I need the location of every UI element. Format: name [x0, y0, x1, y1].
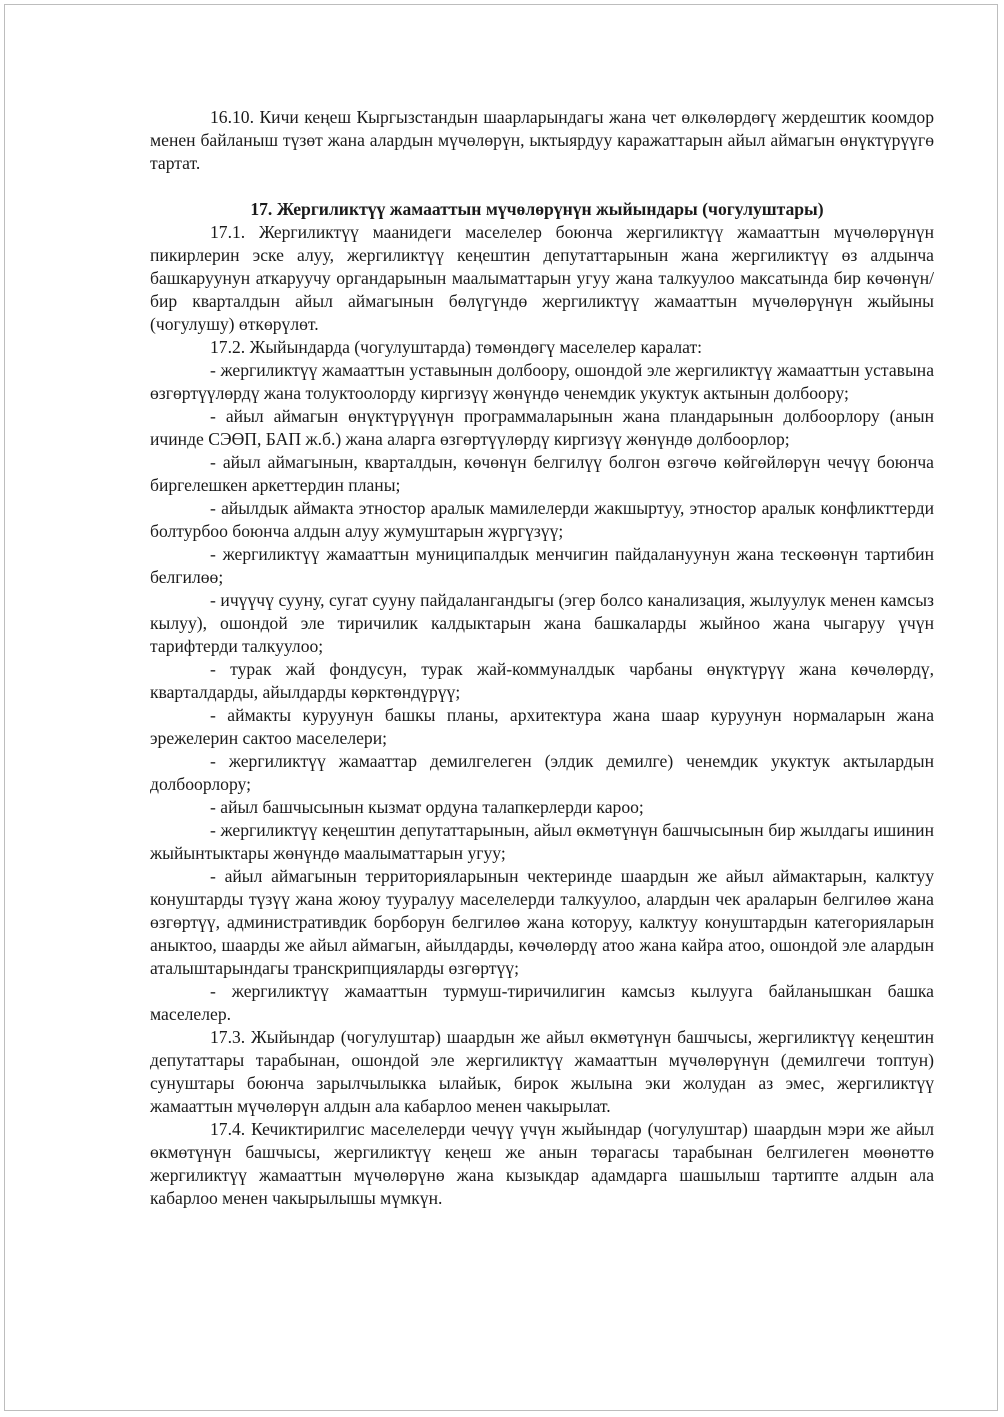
- list-item: - ичүүчү сууну, сугат сууну пайдалангандыгы (эгер болсо канализация, жылуулук менен камсыз кылуу), ошондой эле тиричилик калдыктарын жана башкаларды жыйноо жана чыгаруу үчүн тарифтерди талкуулоо;: [150, 590, 934, 656]
- list-item: - турак жай фондусун, турак жай-коммуналдык чарбаны өнүктүрүү жана көчөлөрдү, кварталдарды, айылдарды көрктөндүрүү;: [150, 659, 934, 702]
- document-body: [150, 106, 934, 1210]
- paragraph-17-2: 17.2. Жыйындарда (чогулуштарда) төмөндөгү маселелер каралат:: [210, 337, 703, 357]
- list-item: - аймакты куруунун башкы планы, архитектура жана шаар куруунун нормаларын жана эрежелерин сактоо маселелери;: [150, 705, 934, 748]
- paragraph-17-3: 17.3. Жыйындар (чогулуштар) шаардын же айыл өкмөтүнүн башчысы, жергиликтүү кеңештин депутаттары тарабынан, ошондой эле жергиликтүү жамааттын мүчөлөрүнүн (демилгечи топтун) сунуштары боюнча зарылчылыкка ылайык, бирок жылына эки жолудан аз эмес, жергиликтүү жамааттын мүчөлөрүн алдын ала кабарлоо менен чакырылат.: [150, 1027, 934, 1116]
- list-item: - айыл башчысынын кызмат ордуна талапкерлерди кароо;: [210, 797, 644, 817]
- list-item: - айылдык аймакта этностор аралык мамилелерди жакшыртуу, этностор аралык конфликттерди болтурбоо боюнча алдын алуу жумуштарын жүргүзүү;: [150, 498, 934, 541]
- list-item: - жергиликтүү жамааттар демилгелеген (элдик демилге) ченемдик укуктук актылардын долбоорлору;: [150, 751, 934, 794]
- paragraph-17-4: 17.4. Кечиктирилгис маселелерди чечүү үчүн жыйындар (чогулуштар) шаардын мэри же айыл өкмөтүнүн башчысы, жергиликтүү кеңеш же анын төрагасы тарабынан белгилеген мөөнөттө жергиликтүү жамааттын мүчөлөрүнө жана кызыкдар адамдарга шашылыш тартипте алдын ала кабарлоо менен чакырылышы мүмкүн.: [150, 1119, 934, 1208]
- paragraph-17-1: 17.1. Жергиликтүү маанидеги маселелер боюнча жергиликтүү жамааттын мүчөлөрүнүн пикирлерин эске алуу, жергиликтүү кеңештин депутаттарынын жана жергиликтүү өз алдынча башкаруунун аткаруучу органдарынын маалыматтарын угуу жана талкуулоо максатында бир көчөнүн/бир кварталдын айыл аймагынын бөлүгүндө жергиликтүү жамааттын мүчөлөрүнүн жыйыны (чогулушу) өткөрүлөт.: [150, 222, 934, 334]
- list-item: - жергиликтүү кеңештин депутаттарынын, айыл өкмөтүнүн башчысынын бир жылдагы ишинин жыйынтыктары жөнүндө маалыматтарын угуу;: [150, 820, 934, 863]
- paragraph-16-10: 16.10. Кичи кеңеш Кыргызстандын шаарларындагы жана чет өлкөлөрдөгү жердештик коомдор менен байланыш түзөт жана алардын мүчөлөрүн, ыктыярдуу каражаттарын айыл аймагын өнүктүрүүгө тартат.: [150, 107, 934, 173]
- list-item: - жергиликтүү жамааттын муниципалдык менчигин пайдалануунун жана тескөөнүн тартибин белгилөө;: [150, 544, 934, 587]
- list-item: - айыл аймагын өнүктүрүүнүн программаларынын жана пландарынын долбоорлору (анын ичинде СЭӨП, БАП ж.б.) жана аларга өзгөртүүлөрдү киргизүү жөнүндө долбоорлор;: [150, 406, 934, 449]
- list-item: - жергиликтүү жамааттын уставынын долбоору, ошондой эле жергиликтүү жамааттын уставына өзгөртүүлөрдү жана толуктоолорду киргизүү жөнүндө ченемдик укуктук актынын долбоору;: [150, 360, 934, 403]
- list-item: - жергиликтүү жамааттын турмуш-тиричилигин камсыз кылууга байланышкан башка маселелер.: [150, 981, 934, 1024]
- list-item: - айыл аймагынын, кварталдын, көчөнүн белгилүү болгон өзгөчө көйгөйлөрүн чечүү боюнча биргелешкен аркеттердин планы;: [150, 452, 934, 495]
- page-sheet: [4, 4, 998, 1411]
- section-17-heading: 17. Жергиликтүү жамааттын мүчөлөрүнүн жыйындары (чогулуштары): [250, 199, 824, 219]
- list-item: - айыл аймагынын территорияларынын чектеринде шаардын же айыл аймактарын, калктуу конуштарды түзүү жана жоюу тууралуу маселелерди талкуулоо, алардын чек араларын белгилөө жана өзгөртүү, административдик борборун белгилөө жана которуу, калктуу конуштардын категорияларын аныктоо, шаарды же айыл аймагын, айылдарды, көчөлөрдү атоо жана кайра атоо, ошондой эле алардын аталыштарындагы транскрипцияларды өзгөртүү;: [150, 866, 934, 978]
